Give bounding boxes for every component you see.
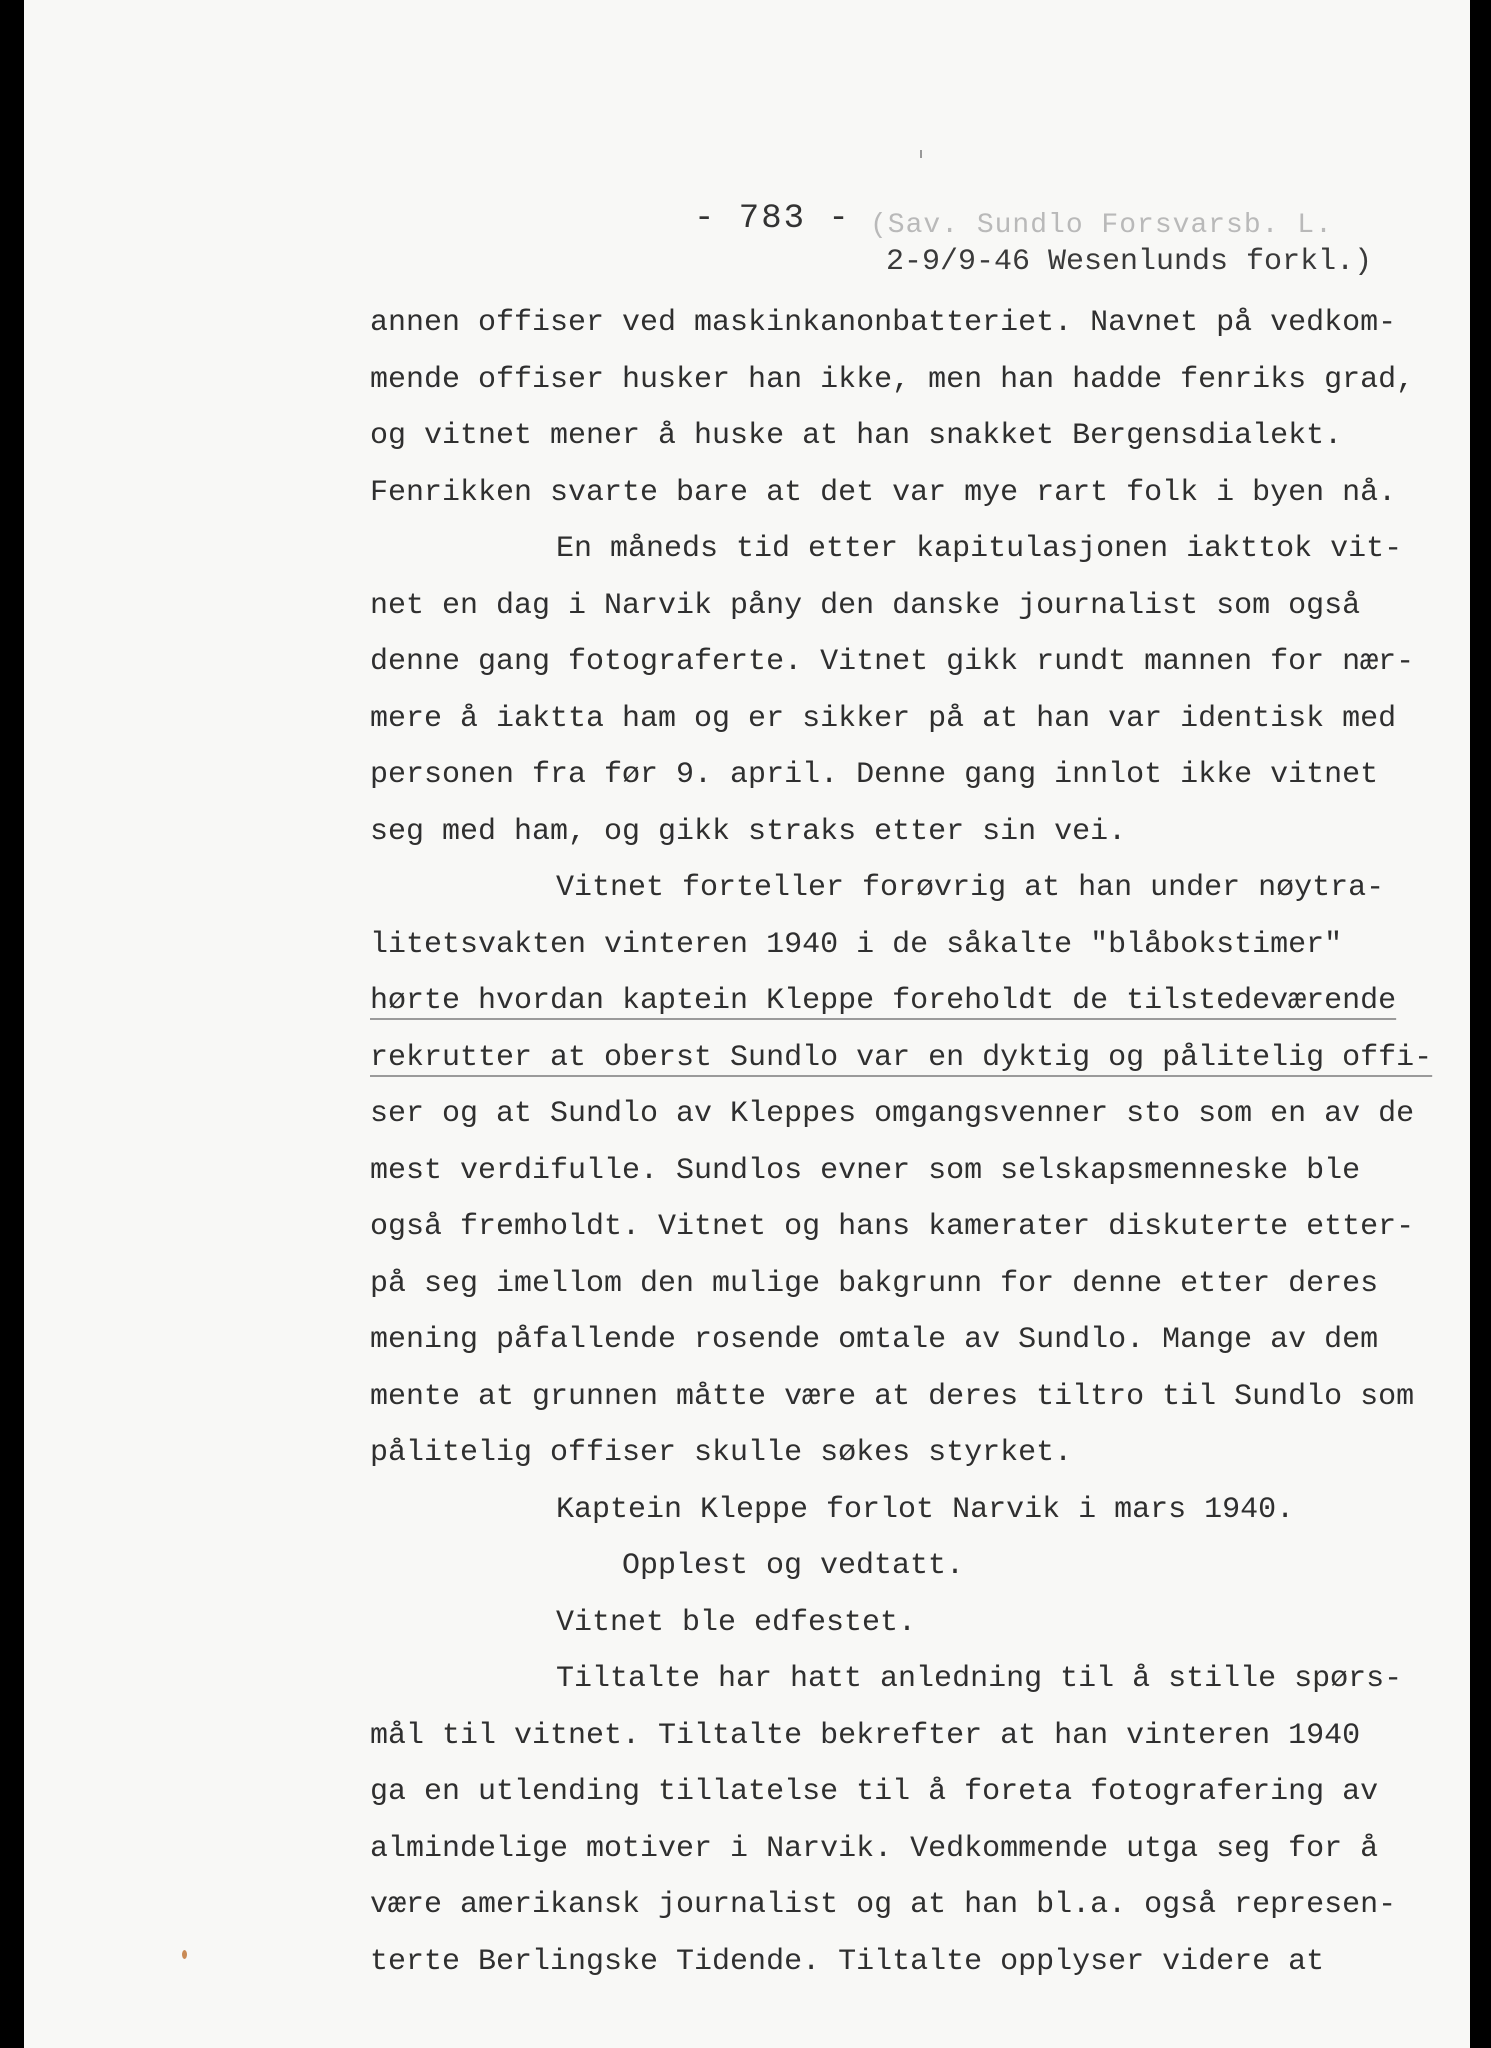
text-line-content: rekrutter at oberst Sundlo var en dyktig og pålitelig offi- xyxy=(370,1040,1433,1075)
text-line xyxy=(370,1256,1379,1313)
text-line-content: almindelige motiver i Narvik. Vedkommende utga seg for å xyxy=(370,1831,1379,1866)
text-line xyxy=(370,860,1385,917)
text-line-content: annen offiser ved maskinkanonbatteriet. Navnet på vedkom- xyxy=(370,306,1397,340)
text-line-content: denne gang fotograferte. Vitnet gikk rundt mannen for nær- xyxy=(370,645,1415,679)
text-line xyxy=(370,747,1379,804)
text-line xyxy=(370,1425,1370,1482)
text-line xyxy=(370,1651,1403,1708)
text-line xyxy=(370,1312,1379,1369)
text-line xyxy=(370,917,1370,974)
text-line-content: Tiltalte har hatt anledning til å stille spørs- xyxy=(556,1662,1403,1696)
text-line-content: mende offiser husker han ikke, men han hadde fenriks grad, xyxy=(370,362,1415,397)
text-line xyxy=(370,1369,1415,1426)
text-line xyxy=(370,1708,1370,1765)
text-line-content: mål til vitnet. Tiltalte bekrefter at han vinteren 1940 xyxy=(370,1718,1361,1753)
text-line-content: personen fra før 9. april. Denne gang innlot ikke vitnet xyxy=(370,758,1379,792)
text-line-content: ga en utlending tillatelse til å foreta fotografering av xyxy=(370,1775,1379,1809)
text-line-content: mest verdifulle. Sundlos evner som selskapsmenneske ble xyxy=(370,1153,1361,1188)
text-line-content: mente at grunnen måtte være at deres tiltro til Sundlo som xyxy=(370,1379,1415,1414)
text-line xyxy=(370,1934,1370,1991)
text-line-content: også fremholdt. Vitnet og hans kamerater diskuterte etter- xyxy=(370,1210,1415,1244)
text-line-content: på seg imellom den mulige bakgrunn for denne etter deres xyxy=(370,1266,1379,1301)
text-line-content: være amerikansk journalist og at han bl.a. også represen- xyxy=(370,1888,1397,1922)
case-reference-faded: (Sav. Sundlo Forsvarsb. L. xyxy=(870,210,1333,241)
page-header xyxy=(24,0,1470,300)
text-line-content: hørte hvordan kaptein Kleppe foreholdt de tilstedeværende xyxy=(370,984,1397,1018)
text-line xyxy=(370,521,1403,578)
text-line-content: og vitnet mener å huske at han snakket Bergensdialekt. xyxy=(370,419,1343,453)
text-line xyxy=(370,1086,1415,1143)
text-line xyxy=(370,352,1415,409)
text-line xyxy=(370,578,1370,635)
text-line xyxy=(370,691,1397,748)
text-line xyxy=(370,973,1397,1030)
text-line xyxy=(370,1877,1397,1934)
text-line xyxy=(370,1764,1379,1821)
text-line xyxy=(370,1595,1370,1652)
text-line xyxy=(370,1482,1370,1539)
text-line xyxy=(370,1030,1433,1087)
case-reference: 2-9/9-46 Wesenlunds forkl.) xyxy=(886,245,1373,279)
document-page xyxy=(24,0,1470,2048)
text-line xyxy=(370,1199,1415,1256)
text-line-content: Vitnet forteller forøvrig at han under nøytra- xyxy=(556,871,1385,905)
paper-speck xyxy=(182,1950,187,1959)
text-line-content: Kaptein Kleppe forlot Narvik i mars 1940. xyxy=(556,1492,1295,1527)
text-line xyxy=(370,408,1370,465)
text-line-content: Fenrikken svarte bare at det var mye rart folk i byen nå. xyxy=(370,475,1397,510)
text-line-content: Vitnet ble edfestet. xyxy=(556,1605,917,1640)
text-line xyxy=(370,804,1370,861)
text-line-content: ser og at Sundlo av Kleppes omgangsvenner sto som en av de xyxy=(370,1097,1415,1131)
text-line-content: mening påfallende rosende omtale av Sundlo. Mange av dem xyxy=(370,1323,1379,1357)
text-line xyxy=(370,1821,1379,1878)
text-line xyxy=(370,1143,1370,1200)
typed-body xyxy=(370,295,1433,1990)
text-line-content: terte Berlingske Tidende. Tiltalte opplyser videre at xyxy=(370,1944,1325,1979)
text-line-content: litetsvakten vinteren 1940 i de såkalte "blåbokstimer" xyxy=(370,927,1343,962)
text-line-content: Opplest og vedtatt. xyxy=(622,1549,965,1583)
text-line-content: seg med ham, og gikk straks etter sin vei. xyxy=(370,814,1127,849)
text-line xyxy=(370,295,1397,352)
text-line-content: En måneds tid etter kapitulasjonen iakttok vit- xyxy=(556,532,1403,566)
text-line xyxy=(370,465,1397,522)
text-line-content: pålitelig offiser skulle søkes styrket. xyxy=(370,1436,1073,1470)
text-line-content: net en dag i Narvik påny den danske journalist som også xyxy=(370,588,1361,623)
text-line xyxy=(370,634,1415,691)
text-line-content: mere å iaktta ham og er sikker på at han var identisk med xyxy=(370,701,1397,736)
text-line xyxy=(370,1538,1370,1595)
page-number: - 783 - xyxy=(694,200,851,238)
